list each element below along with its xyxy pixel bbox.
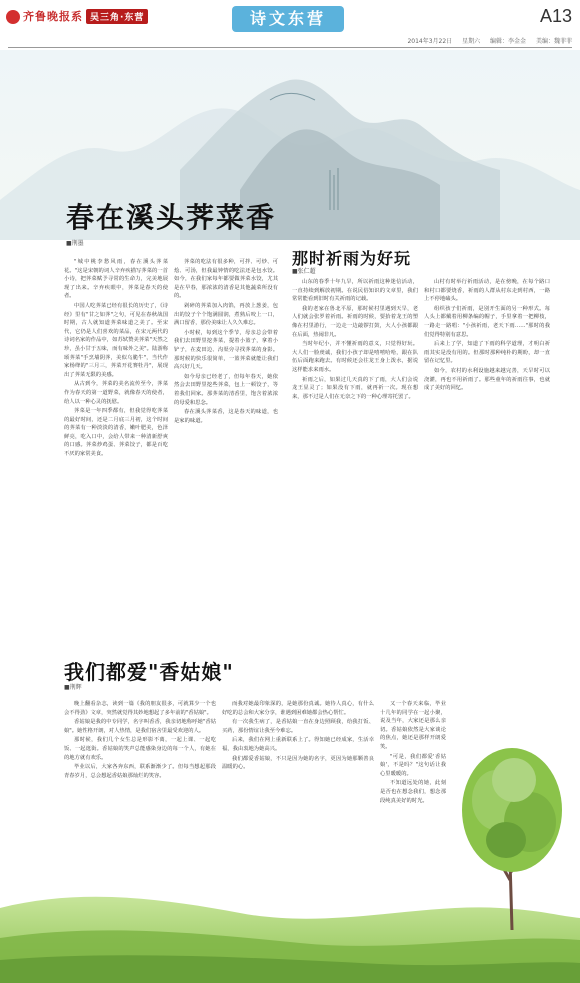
article3-column-1 bbox=[64, 700, 216, 890]
paragraph: 我的老家在鲁北平原，那时候村里遇到天旱，老人们就会张罗着祈雨。祈雨的时候，要抬着龙王的塑像在村里游行，一边走一边敲锣打鼓，大人小孩都跟在后面，热闹非凡。 bbox=[292, 305, 418, 338]
paragraph: 如今，农村的水利设施越来越完善，天旱时可以浇灌，再也不用祈雨了。那些童年的祈雨往事，也就成了美好的回忆。 bbox=[424, 367, 550, 392]
edition-badge: 吴三角·东营 bbox=[86, 9, 148, 24]
editor-credit: 编辑：李金金 bbox=[490, 38, 527, 45]
page-number: A13 bbox=[539, 6, 572, 26]
paragraph: 不知道远处的她，此刻是否也在想念我们，想念那段纯真美好的时光。 bbox=[380, 780, 446, 804]
newspaper-brand bbox=[6, 8, 148, 24]
paragraph: 后来，我们在网上重新联系上了。得知她已经成家，生活幸福，我由衷地为她高兴。 bbox=[222, 737, 374, 752]
paragraph: 那时候，我们几个女生总是形影不离，一起上课、一起吃饭、一起逛街。香姑娘的笑声总能感染身边的每一个人，有她在的地方就有欢乐。 bbox=[64, 737, 216, 761]
paragraph: 剁碎的荠菜加入肉馅，再放上葱姜，包出的饺子个个饱满圆润，煮熟后咬上一口，满口留香，那份美味让人久久难忘。 bbox=[174, 302, 278, 327]
paragraph: 而我对她最印象深的，是她那份真诚。她待人真心，有什么好吃的总会和大家分享，谁遇到困难她都会热心帮忙。 bbox=[222, 701, 374, 716]
article2-title: 那时祈雨为好玩 bbox=[292, 249, 412, 268]
paragraph: 春在溪头荠菜香，这是春天的味道，也是家的味道。 bbox=[174, 409, 278, 424]
article2-column-2 bbox=[424, 278, 550, 630]
paragraph: 组织孩子们祈雨，是别开生面的另一种形式。每人头上都戴着用柳条编的帽子，手里拿着一把柳枝，一路走一路唱："小孩祈雨，老天下雨……"那时的我们觉得特别有意思。 bbox=[424, 305, 550, 338]
paragraph: "城中桃李愁风雨，春在溪头荠菜花。"这是宋朝的词人辛弃疾描写荠菜的一首小诗，把荠菜赋予寻常的生命力，完美地展现了出来。辛弃疾眼中，荠菜是春天的使者。 bbox=[64, 259, 168, 300]
paragraph: 又一个春天来临，毕业十几年的同学在一起小聚，说及当年，大家还是那么亲切。香姑娘依然是大家谈论的焦点，她还是那样开朗爱笑。 bbox=[380, 701, 446, 750]
paragraph: 从古到今，荠菜的美名流传至今，荠菜作为春天的第一道野菜，就像春天的使者，给人以一种心灵的抚慰。 bbox=[64, 381, 168, 405]
paragraph: 有一次我生病了，是香姑娘一直在身边照顾我，给我打饭、买药，那份情谊让我至今难忘。 bbox=[222, 719, 374, 734]
section-title: 诗文东营 bbox=[232, 6, 344, 32]
paragraph: "可是，我们都爱'香姑娘'，不是吗？"这句话让我心里暖暖的。 bbox=[380, 753, 446, 777]
paragraph: 当时年纪小，并不懂祈雨的意义，只觉得好玩。大人们一脸虔诚，我们小孩子却是嘻嘻哈哈，跟在队伍后面跑来跑去。有时候还会往龙王身上泼水，据说这样能求来雨水。 bbox=[292, 341, 418, 373]
brand-logo-icon bbox=[6, 10, 20, 24]
paragraph: 小时候，每到这个季节，母亲总会带着我们去田野里挖荠菜，提着小篮子，拿着小铲子，在麦田边、沟渠旁寻找荠菜的身影。那时候的快乐很简单，一篮荠菜就能让我们高兴好几天。 bbox=[174, 329, 278, 371]
paragraph: 祈雨之后，如果过几天真的下了雨，大人们会说龙王显灵了；如果没有下雨，就再祈一次。现在想来，那不过是人们在无奈之下的一种心理寄托罢了。 bbox=[292, 376, 418, 400]
paragraph: 荠菜的吃法有很多种，可拌、可炒、可烩、可汤，但我最钟情的吃法还是包水饺。如今，在我们家每年都要做荠菜水饺，尤其是在早春，那浓浓的清香是其他蔬菜所没有的。 bbox=[174, 259, 278, 300]
paragraph: 香姑娘是我的中专同学，名字叫香香，我亲切地称呼她"香姑娘"。她性格开朗，对人热情，是我们宿舍里最受欢迎的人。 bbox=[64, 719, 216, 734]
paragraph: 山东的春季十年九旱，所以祈雨这种迷信活动，一直持续到解放初期。在说民俗知识的文章里，我们常常能看到旧时有关祈雨的记载。 bbox=[292, 279, 418, 303]
paragraph: 山村有时举行祈雨活动，是在傍晚，在每个路口和村口都要烧香，祈雨的人群从村东走到村西，一路上不停地磕头。 bbox=[424, 279, 550, 303]
issue-date: 2014年3月22日 bbox=[407, 38, 453, 45]
article1-title: 春在溪头荠菜香 bbox=[66, 201, 277, 234]
article3-column-2 bbox=[222, 700, 374, 890]
paragraph: 毕业以后，大家各奔东西，联系渐渐少了。但每当想起那段青春岁月，总会想起香姑娘那灿烂的笑容。 bbox=[64, 764, 216, 779]
page-header bbox=[0, 0, 580, 34]
designer-credit: 美编：魏菲菲 bbox=[535, 38, 572, 45]
issue-meta bbox=[0, 36, 572, 47]
tree-illustration bbox=[444, 740, 580, 930]
article1-column-2 bbox=[174, 258, 278, 630]
issue-weekday: 星期六 bbox=[462, 38, 481, 45]
paragraph: 如今母亲已经老了，但每年春天，她依然会去田野里挖些荠菜，包上一顿饺子，等着我们回家。那荠菜的清香里，饱含着浓浓的母爱和思念。 bbox=[174, 373, 278, 406]
brand-name: 齐鲁晚报系 bbox=[23, 10, 83, 23]
article3-author: ■荆辉 bbox=[64, 684, 82, 691]
article1-author: ■荆墨 bbox=[66, 240, 84, 247]
paragraph: 荠菜是一年四季都有，但我觉得吃荠菜的最好时间，还是二月底三月初，这个时间的荠菜有一种淡淡的清香，嫩叶肥美，色泽鲜亮，吃入口中，会给人带来一种清新舒爽的口感。荠菜炒鸡蛋、荠菜饺子，都是百吃不厌的家常美食。 bbox=[64, 408, 168, 458]
article3-column-3 bbox=[380, 700, 446, 890]
header-divider bbox=[8, 47, 572, 48]
paragraph: 我们都爱香姑娘，不只是因为她的名字，更因为她那颗善良温暖的心。 bbox=[222, 755, 374, 771]
article3-title: 我们都爱"香姑娘" bbox=[64, 660, 234, 684]
article2-author: ■张仁超 bbox=[292, 268, 316, 275]
paragraph: 晚上翻看杂志，读到一篇《我的朋友很多，可就算少一个也会不得劲》文章，突然就觉得其妙地想起了多年前的"香姑娘"。 bbox=[64, 701, 216, 716]
article2-column-1 bbox=[292, 278, 418, 630]
article1-column-1 bbox=[64, 258, 168, 630]
paragraph: 后来上了学，知道了下雨的科学道理，才明白祈雨其实是没有用的。但那时那种纯朴的期盼，却一直留在记忆里。 bbox=[424, 341, 550, 365]
paragraph: 中国人吃荠菜已经有很长的历史了，《诗经》里有"甘之如荠"之句，可见在春秋战国时期，古人就知道荠菜味道之美了。至宋代，它仍是人们喜欢的菜品，在宋元两代的诗词名家的作品中，如苏轼赞美荠菜"天然之珍，虽小甘于五味，而有味外之美"。陆游称颂荠菜"手烹墙阴荠，美似乌脆牛"，当代作家杨绛的"三月三，荠菜开花赛牡丹"，展现出了荠菜无限的美感。 bbox=[64, 302, 168, 378]
